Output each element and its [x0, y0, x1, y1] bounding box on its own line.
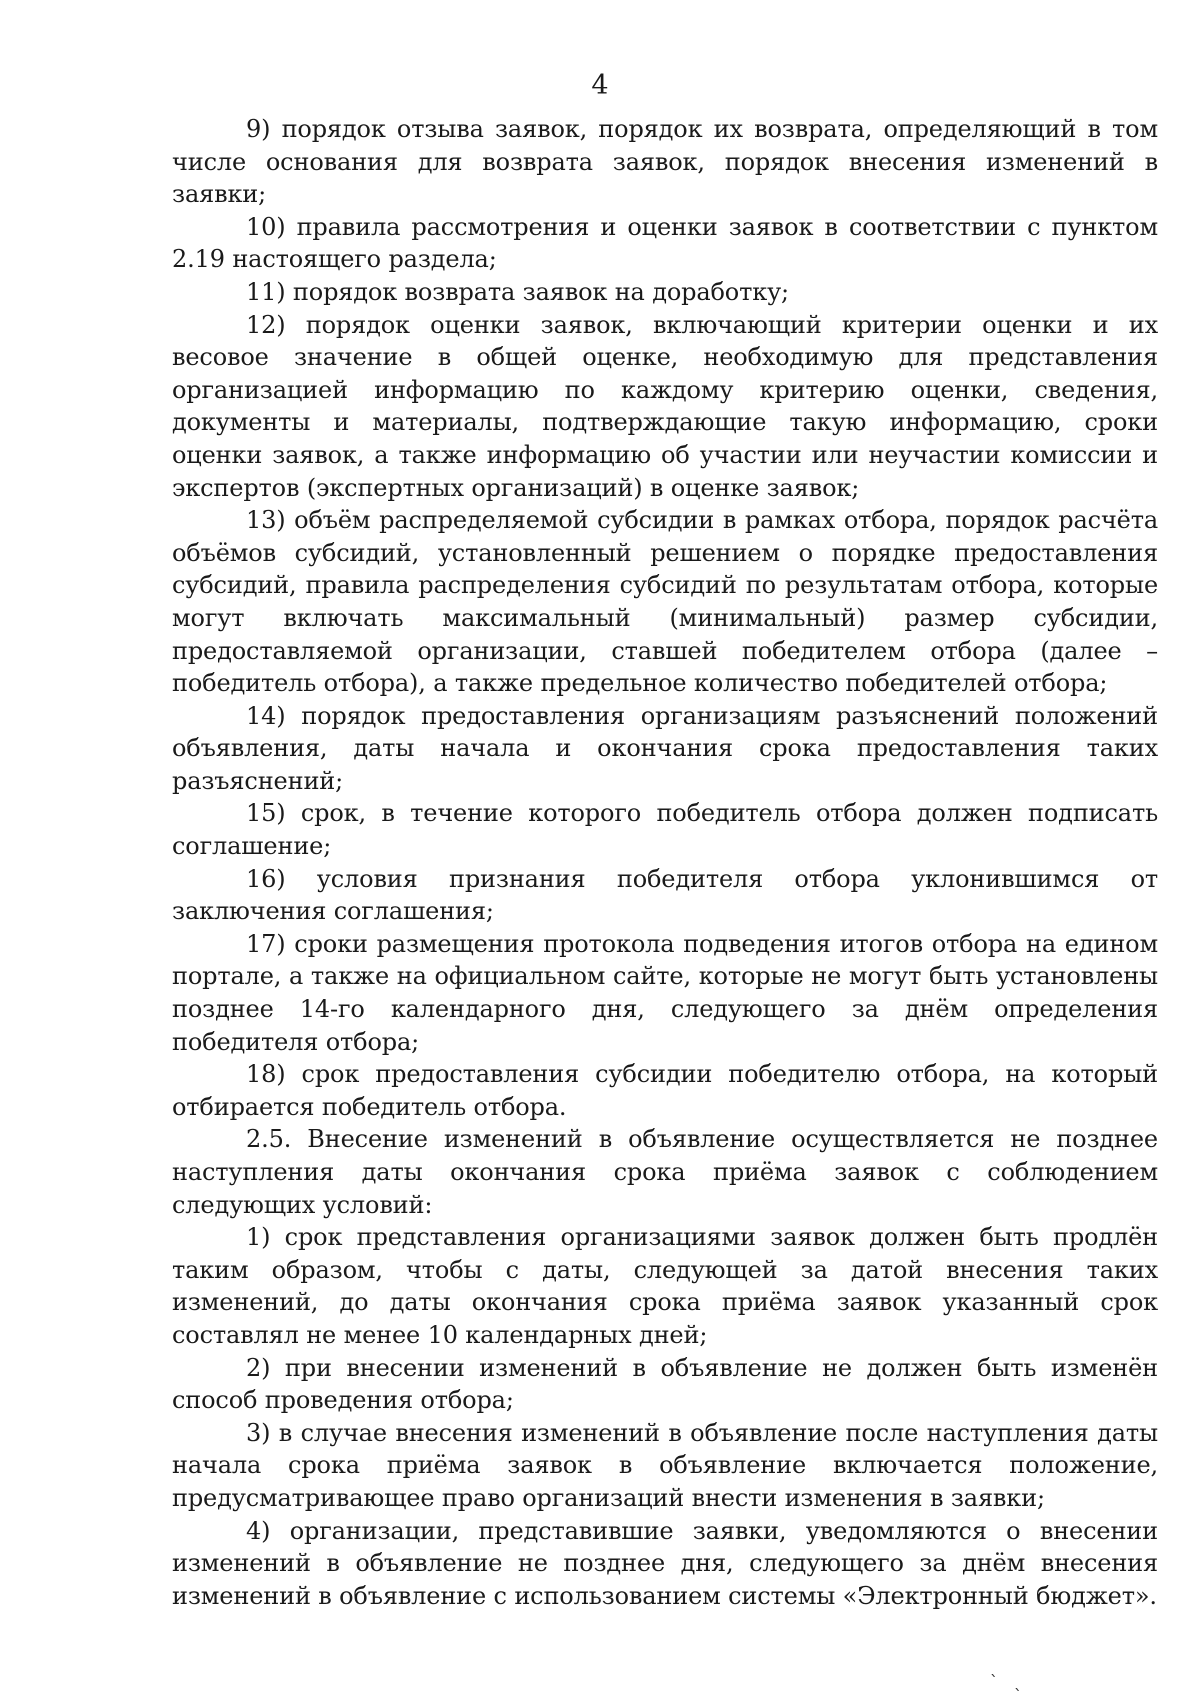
document-body [172, 113, 1158, 1612]
condition-item-1: 1) срок представления организациями заявок должен быть продлён таким образом, чтобы с даты, следующей за датой внесения таких изменений, до даты окончания срока приёма заявок указанный срок составлял не менее 10 календарных дней; [172, 1223, 1158, 1349]
scan-mark-right: ˎ [1014, 1672, 1022, 1691]
list-item-15: 15) срок, в течение которого победитель отбора должен подписать соглашение; [172, 799, 1158, 861]
list-item-9: 9) порядок отзыва заявок, порядок их возврата, определяющий в том числе основания для возврата заявок, порядок внесения изменений в заявки; [172, 115, 1158, 209]
list-item-17: 17) сроки размещения протокола подведения итогов отбора на едином портале, а также на официальном сайте, которые не могут быть установлены позднее 14-го календарного дня, следующего за днём определения победителя отбора; [172, 929, 1158, 1056]
list-item-10: 10) правила рассмотрения и оценки заявок в соответствии с пунктом 2.19 настоящего раздела; [172, 212, 1158, 274]
list-item-18: 18) срок предоставления субсидии победителю отбора, на который отбирается победитель отбора. [172, 1060, 1158, 1121]
list-item-13: 13) объём распределяемой субсидии в рамках отбора, порядок расчёта объёмов субсидий, установленный решением о порядке предоставления субсидий, правила распределения субсидий по результатам отбора, которые могут включать максимальный (минимальный) размер субсидии, предоставляемой организации, ставшей победителем отбора (далее – победитель отбора), а также предельное количество победителей отбора; [172, 506, 1158, 698]
page-number: 4 [591, 70, 609, 101]
list-item-12: 12) порядок оценки заявок, включающий критерии оценки и их весовое значение в общей оценке, необходимую для представления организацией информацию по каждому критерию оценки, сведения, документы и материалы, подтверждающие такую информацию, сроки оценки заявок, а также информацию об участии или неучастии комиссии и экспертов (экспертных организаций) в оценке заявок; [172, 310, 1158, 502]
list-item-16: 16) условия признания победителя отбора уклонившимся от заключения соглашения; [172, 864, 1158, 926]
list-item-11: 11) порядок возврата заявок на доработку; [246, 277, 789, 306]
section-2-5-paragraph: 2.5. Внесение изменений в объявление осуществляется не позднее наступления даты окончания срока приёма заявок с соблюдением следующих условий: [172, 1125, 1158, 1219]
list-item-14: 14) порядок предоставления организациям разъяснений положений объявления, даты начала и окончания срока предоставления таких разъяснений; [172, 701, 1158, 795]
condition-item-2: 2) при внесении изменений в объявление не должен быть изменён способ проведения отбора; [172, 1353, 1158, 1415]
scan-mark-left: ˋ [990, 1672, 998, 1691]
condition-item-4: 4) организации, представившие заявки, уведомляются о внесении изменений в объявление не позднее дня, следующего за днём внесения изменений в объявление с использованием системы «Электронный бюджет». [172, 1516, 1158, 1610]
condition-item-3: 3) в случае внесения изменений в объявление после наступления даты начала срока приёма заявок в объявление включается положение, предусматривающее право организаций внести изменения в заявки; [172, 1418, 1158, 1512]
